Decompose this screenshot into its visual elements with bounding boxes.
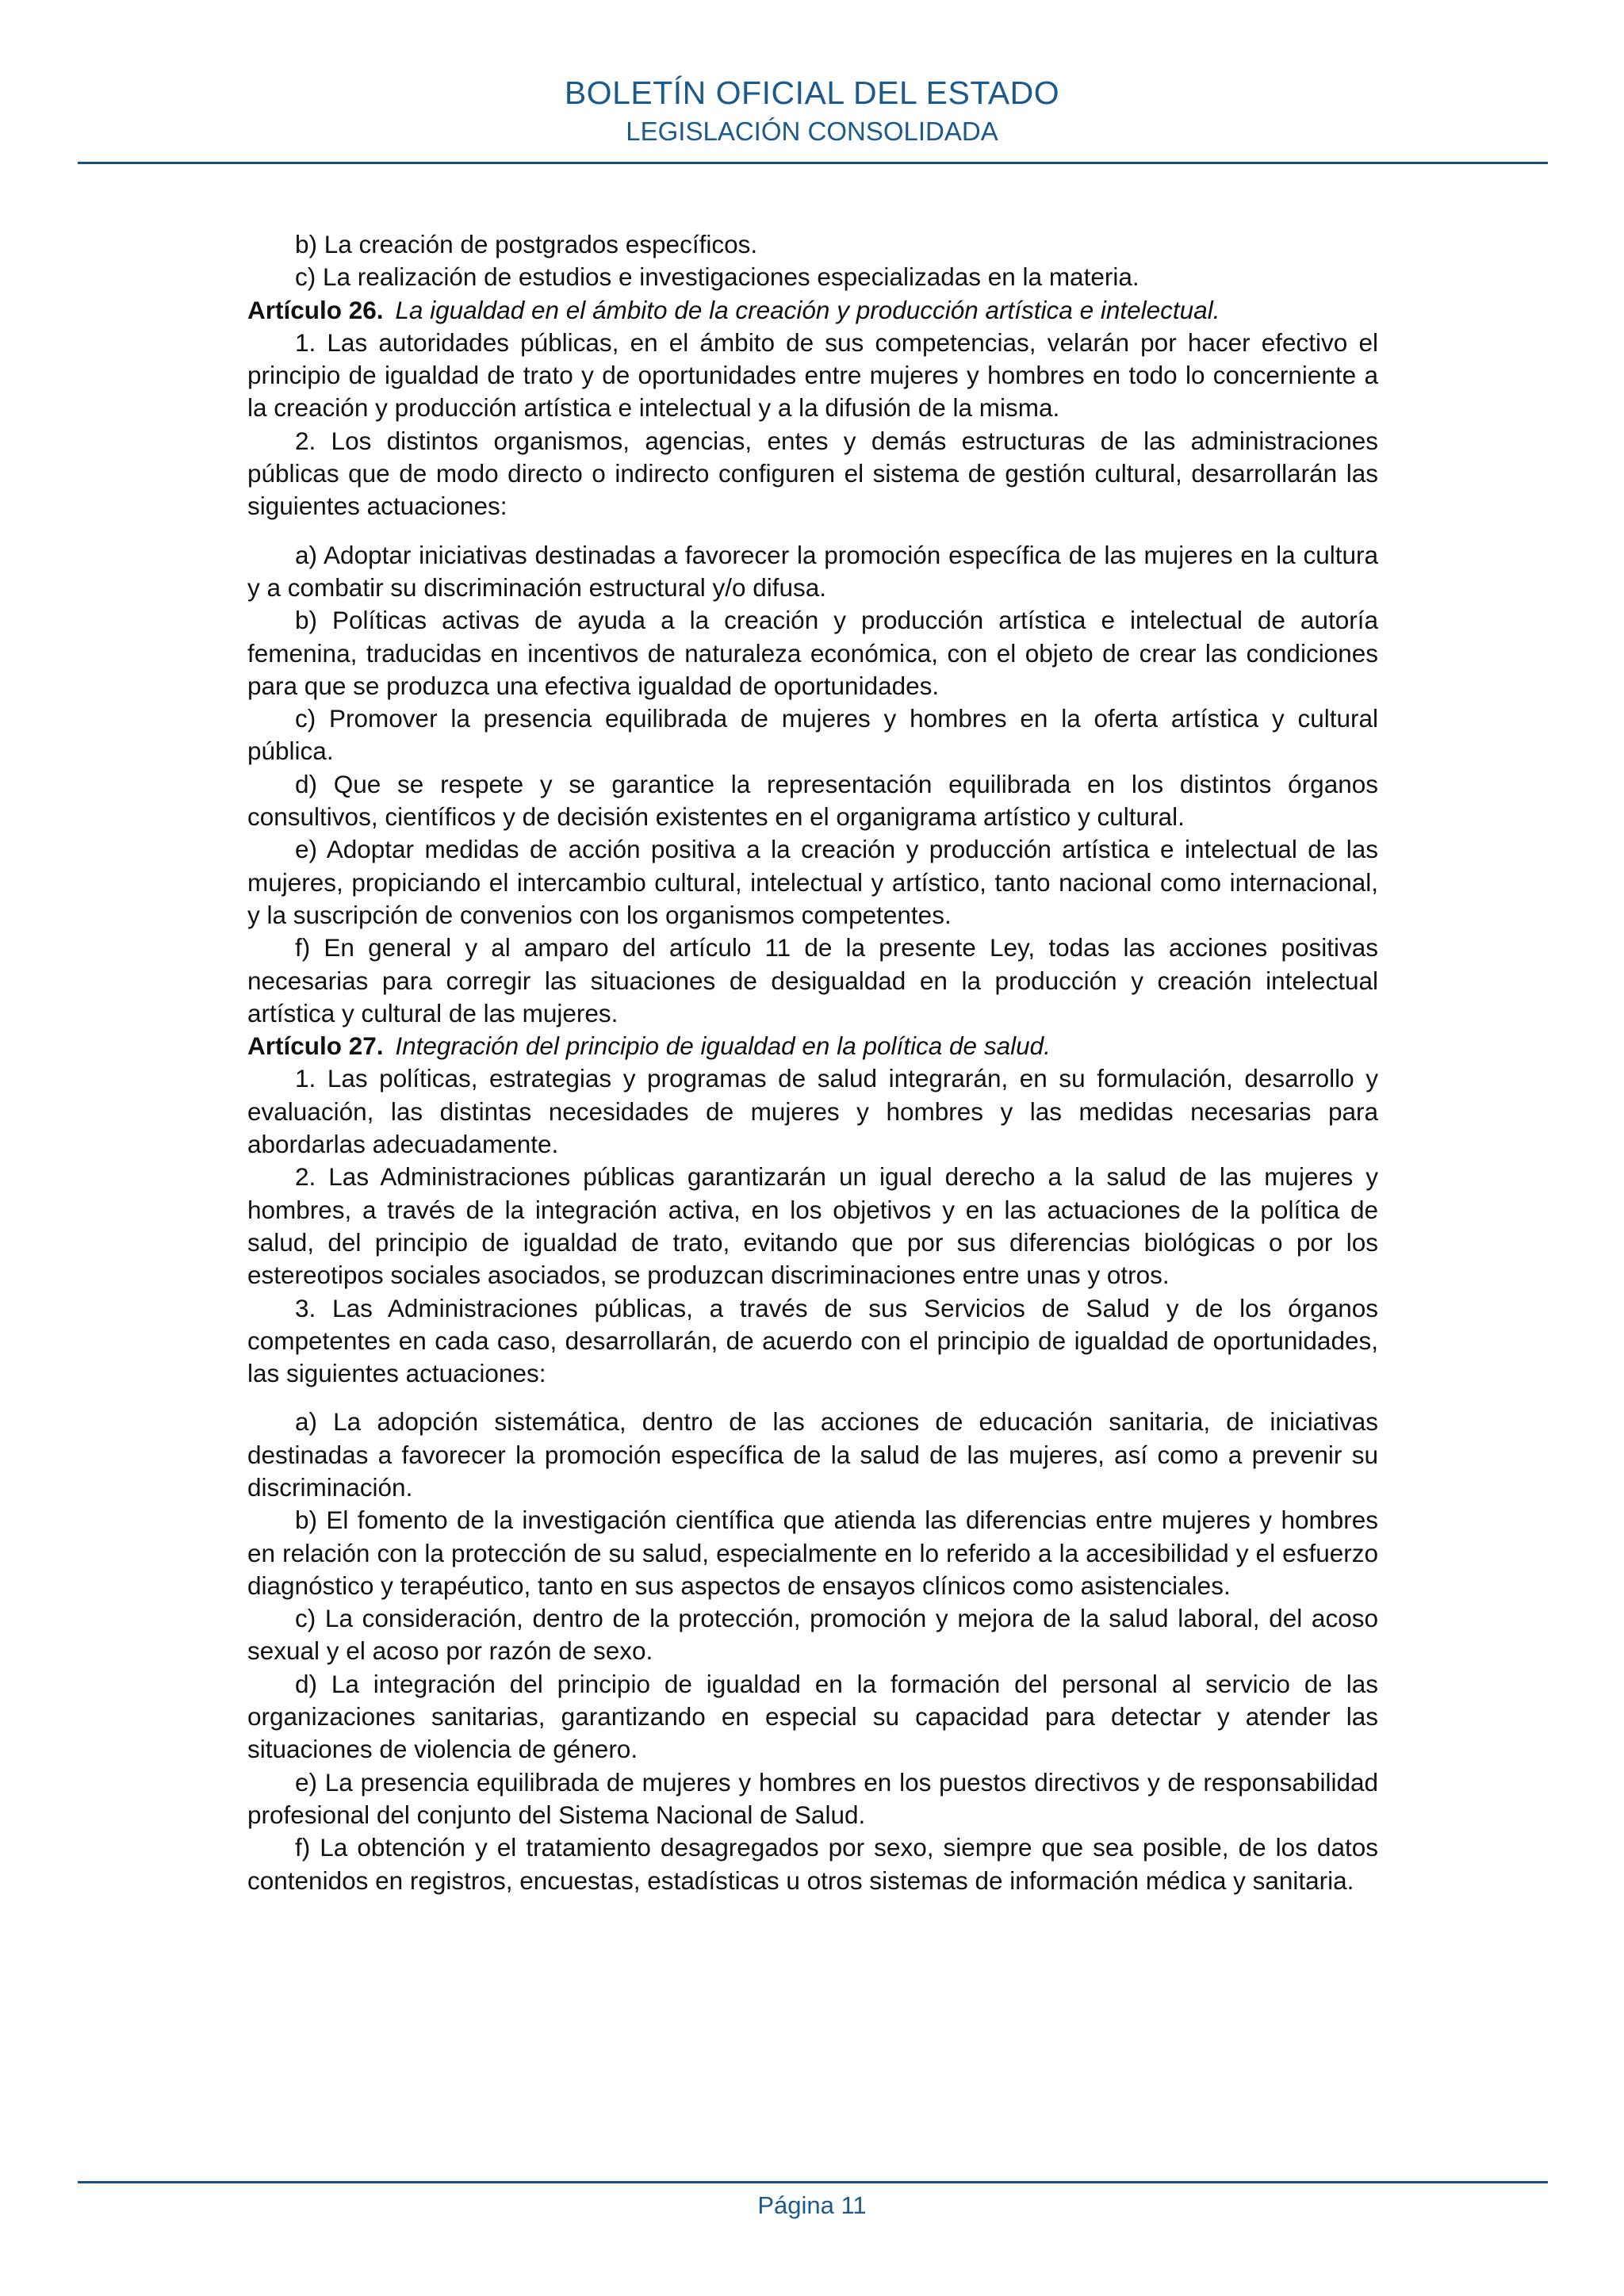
list-item: a) La adopción sistemática, dentro de las acciones de educación sanitaria, de iniciativas destinadas a favorecer la promoción específica de la salud de las mujeres, así como a prevenir su discriminación.: [247, 1407, 1378, 1502]
article-27-heading: [247, 1030, 1378, 1062]
publication-subtitle: LEGISLACIÓN CONSOLIDADA: [626, 117, 998, 146]
article-paragraph: 2. Los distintos organismos, agencias, entes y demás estructuras de las administraciones públicas que de modo directo o indirecto configuren el sistema de gestión cultural, desarrollarán las siguientes actuaciones:: [247, 426, 1378, 521]
list-item: f) En general y al amparo del artículo 11 de la presente Ley, todas las acciones positivas necesarias para corregir las situaciones de desigualdad en la producción y creación intelectual artística y cultural de las mujeres.: [247, 933, 1378, 1027]
list-item: d) Que se respete y se garantice la representación equilibrada en los distintos órganos consultivos, científicos y de decisión existentes en el organigrama artístico y cultural.: [247, 769, 1378, 832]
article-paragraph: 2. Las Administraciones públicas garantizarán un igual derecho a la salud de las mujeres y hombres, a través de la integración activa, en los objetivos y en las actuaciones de la política de salud, del principio de igualdad de trato, evitando que por sus diferencias biológicas o por los estereotipos sociales asociados, se produzcan discriminaciones entre unas y otros.: [247, 1162, 1378, 1290]
article-paragraph: 1. Las políticas, estrategias y programas de salud integrarán, en su formulación, desarrollo y evaluación, las distintas necesidades de mujeres y hombres y las medidas necesarias para abordarlas adecuadamente.: [247, 1064, 1378, 1159]
list-item: b) El fomento de la investigación científica que atienda las diferencias entre mujeres y hombres en relación con la protección de su salud, especialmente en lo referido a la accesibilidad y el esfuerzo diagnóstico y terapéutico, tanto en sus aspectos de ensayos clínicos como asistenciales.: [247, 1506, 1378, 1600]
list-item: e) La presencia equilibrada de mujeres y hombres en los puestos directivos y de responsabilidad profesional del conjunto del Sistema Nacional de Salud.: [247, 1767, 1378, 1829]
list-item: c) La consideración, dentro de la protección, promoción y mejora de la salud laboral, del acoso sexual y el acoso por razón de sexo.: [247, 1604, 1378, 1666]
article-number: Artículo 26.: [247, 295, 384, 324]
list-item: b) Políticas activas de ayuda a la creación y producción artística e intelectual de autoría femenina, traducidas en incentivos de naturaleza económica, con el objeto de crear las condiciones para que se produzca una efectiva igualdad de oportunidades.: [247, 606, 1378, 700]
article-paragraph: 3. Las Administraciones públicas, a través de sus Servicios de Salud y de los órganos competentes en cada caso, desarrollarán, de acuerdo con el principio de igualdad de oportunidades, las siguientes actuaciones:: [247, 1293, 1378, 1388]
list-item: e) Adoptar medidas de acción positiva a la creación y producción artística e intelectual de las mujeres, propiciando el intercambio cultural, intelectual y artístico, tanto nacional como internacional, y la suscripción de convenios con los organismos competentes.: [247, 835, 1378, 929]
footer-divider: [78, 2181, 1548, 2183]
article-title: La igualdad en el ámbito de la creación y producción artística e intelectual.: [395, 295, 1220, 324]
article-number: Artículo 27.: [247, 1031, 384, 1061]
list-item: b) La creación de postgrados específicos.: [295, 230, 758, 258]
document-body: [247, 228, 1378, 1897]
article-paragraph: 1. Las autoridades públicas, en el ámbito de sus competencias, velarán por hacer efectivo el principio de igualdad de trato y de oportunidades entre mujeres y hombres en todo lo concerniente a la creación y producción artística e intelectual y a la difusión de la misma.: [247, 327, 1378, 423]
list-item: c) Promover la presencia equilibrada de mujeres y hombres en la oferta artística y cultural pública.: [247, 704, 1378, 766]
list-item: a) Adoptar iniciativas destinadas a favorecer la promoción específica de las mujeres en la cultura y a combatir su discriminación estructural y/o difusa.: [247, 540, 1378, 602]
header-divider: [78, 162, 1548, 164]
publication-title: BOLETÍN OFICIAL DEL ESTADO: [564, 75, 1060, 111]
list-item: c) La realización de estudios e investigaciones especializadas en la materia.: [295, 262, 1139, 292]
list-item: f) La obtención y el tratamiento desagregados por sexo, siempre que sea posible, de los datos contenidos en registros, encuestas, estadísticas u otros sistemas de información médica y sanitaria.: [247, 1833, 1378, 1895]
article-title: Integración del principio de igualdad en la política de salud.: [395, 1031, 1051, 1061]
page-number: Página 11: [757, 2191, 867, 2219]
article-26-heading: [247, 294, 1378, 327]
document-header: [0, 73, 1624, 149]
list-item: d) La integración del principio de igualdad en la formación del personal al servicio de las organizaciones sanitarias, garantizando en especial su capacidad para detectar y atender las situaciones de violencia de género.: [247, 1669, 1378, 1764]
